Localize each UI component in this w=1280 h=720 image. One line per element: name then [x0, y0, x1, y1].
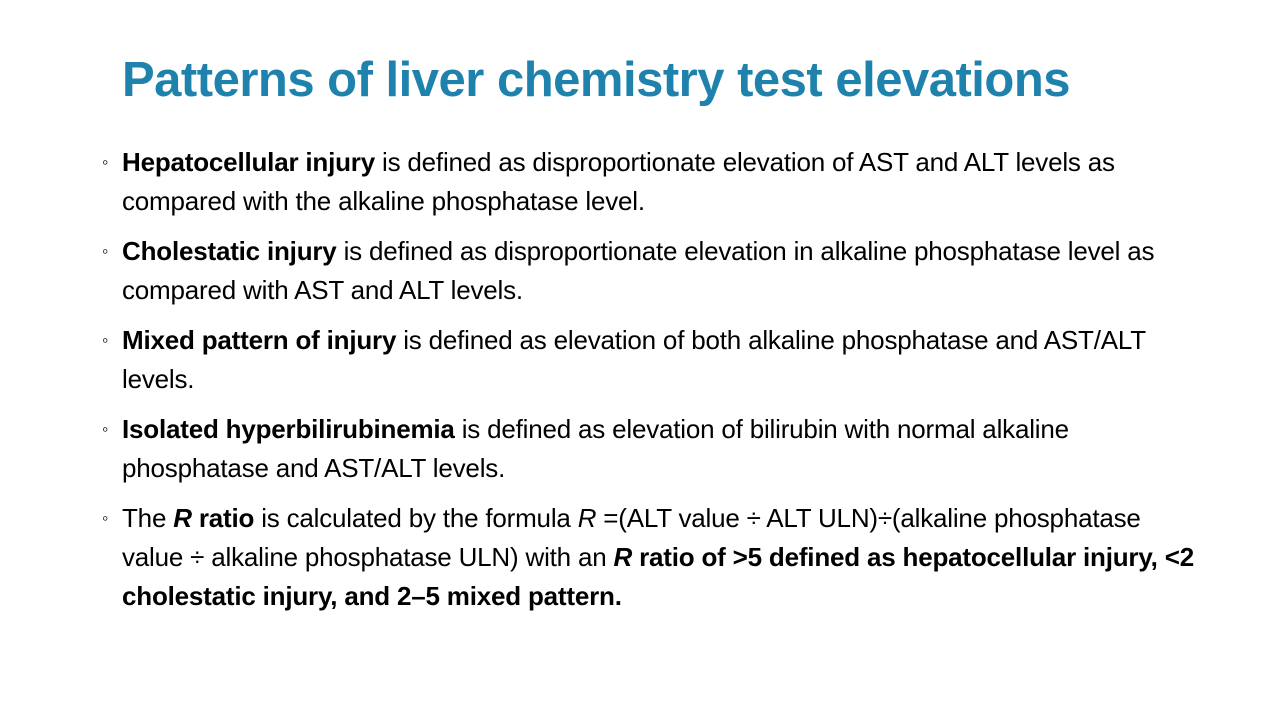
bullet-text: is defined as disproportionate elevation of AST and ALT levels as compared with the alkaline phosphatase level. [122, 147, 1115, 216]
bullet-term: Cholestatic injury [122, 236, 337, 266]
bullet-r-ratio [102, 499, 1202, 616]
bullet-text: is defined as elevation of bilirubin with normal alkaline phosphatase and AST/ALT levels. [122, 414, 1069, 483]
term-ratio: ratio [191, 503, 255, 533]
bullet-circle-icon: ◦ [102, 508, 109, 528]
r-symbol: R [173, 503, 192, 533]
r-symbol: R [613, 542, 633, 572]
bullet-circle-icon: ◦ [102, 330, 109, 350]
bullet-isolated [102, 410, 1202, 488]
bullet-circle-icon: ◦ [102, 241, 109, 261]
bullet-term: Hepatocellular injury [122, 147, 375, 177]
r-symbol: R [577, 503, 597, 533]
thresholds-text: ratio of >5 defined as hepatocellular injury, <2 cholestatic injury, and 2–5 mixed pattern. [122, 542, 1194, 611]
formula-text: =(ALT value ÷ ALT ULN)÷(alkaline phosphatase value ÷ alkaline phosphatase ULN) with an [122, 503, 1141, 572]
bullet-mixed [102, 321, 1202, 399]
bullet-text: is defined as elevation of both alkaline phosphatase and AST/ALT levels. [122, 325, 1146, 394]
bullet-hepatocellular [102, 143, 1202, 221]
text-segment: The [122, 503, 174, 533]
bullet-list [102, 143, 1202, 627]
text-segment: is calculated by the formula [254, 503, 578, 533]
slide-title: Patterns of liver chemistry test elevations [122, 53, 1070, 107]
bullet-text: is defined as disproportionate elevation in alkaline phosphatase level as compared with AST and ALT levels. [122, 236, 1155, 305]
bullet-circle-icon: ◦ [102, 419, 109, 439]
bullet-cholestatic [102, 232, 1202, 310]
bullet-term: Mixed pattern of injury [122, 325, 397, 355]
bullet-circle-icon: ◦ [102, 152, 109, 172]
bullet-term: Isolated hyperbilirubinemia [122, 414, 455, 444]
